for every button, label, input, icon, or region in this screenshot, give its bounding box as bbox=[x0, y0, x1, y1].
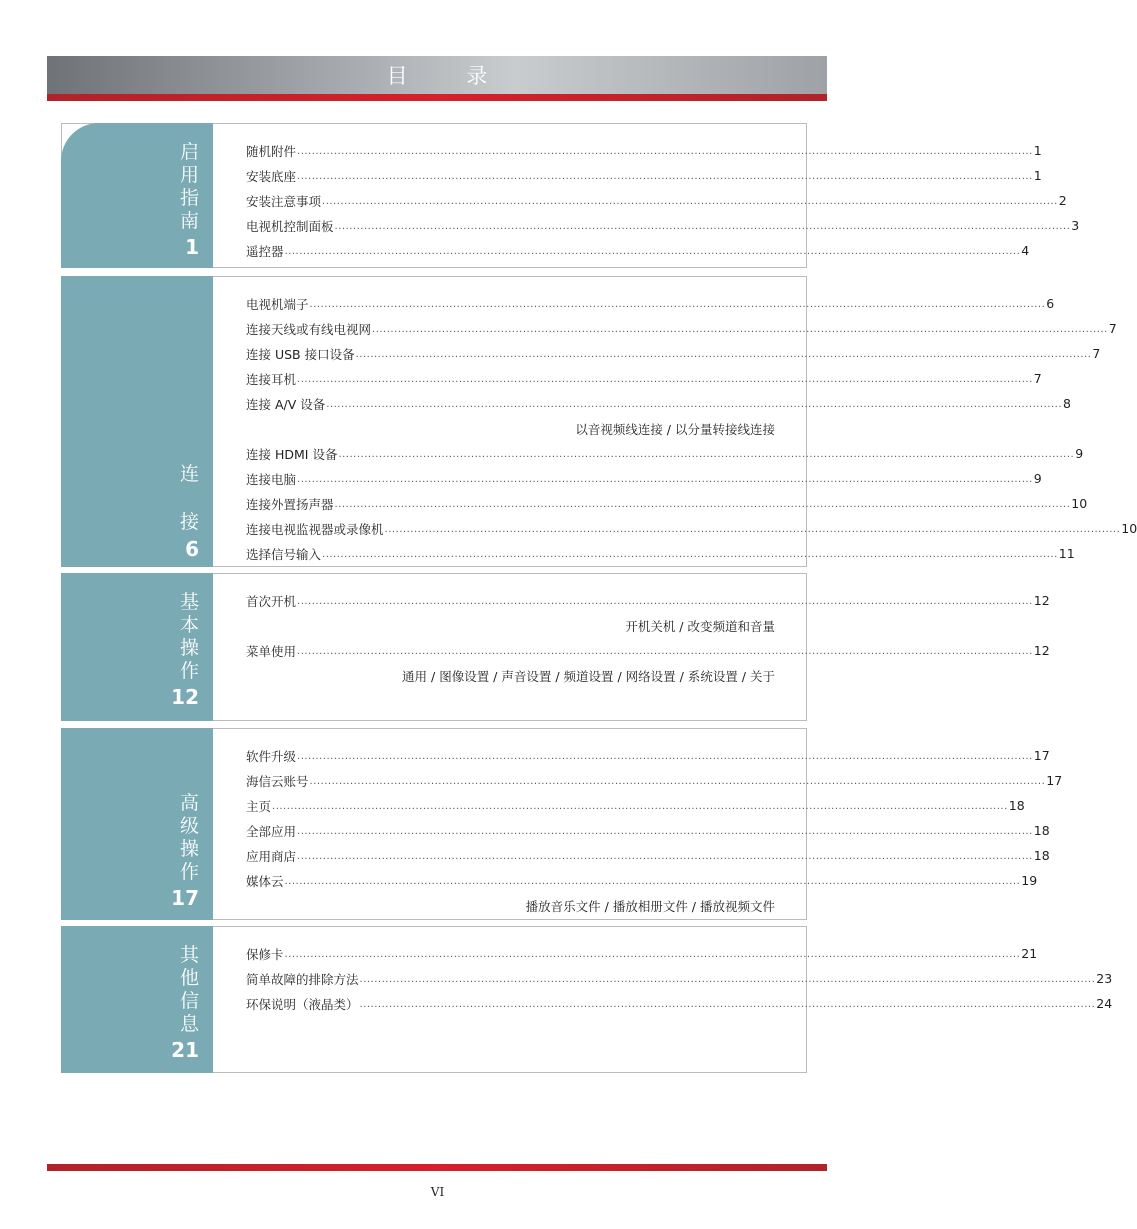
toc-entry-page: 7 bbox=[1092, 346, 1101, 361]
toc-section bbox=[61, 123, 1080, 268]
section-label-char: 作 bbox=[179, 660, 199, 682]
toc-entry-page: 24 bbox=[1096, 996, 1113, 1011]
toc-entry[interactable] bbox=[246, 793, 1025, 818]
toc-subentry: 开机关机 / 改变频道和音量 bbox=[625, 618, 775, 634]
toc-entry[interactable] bbox=[246, 638, 1050, 663]
toc-entry-page: 18 bbox=[1033, 848, 1050, 863]
toc-entry-page: 23 bbox=[1096, 971, 1113, 986]
toc-entry[interactable] bbox=[246, 213, 1080, 238]
dot-leader: ........................................................................................................................................................................................................ bbox=[297, 374, 1033, 385]
dot-leader: ........................................................................................................................................................................................................ bbox=[359, 999, 1096, 1010]
toc-entry-title: 连接 A/V 设备 bbox=[246, 396, 326, 412]
dot-leader: ........................................................................................................................................................................................................ bbox=[297, 171, 1033, 182]
section-label-char: 本 bbox=[179, 614, 199, 636]
toc-entry-page: 12 bbox=[1033, 593, 1050, 608]
section-label-char: 高 bbox=[179, 792, 199, 814]
footer-accent-bar bbox=[47, 1164, 827, 1171]
toc-entry[interactable] bbox=[246, 768, 1063, 793]
dot-leader: ........................................................................................................................................................................................................ bbox=[297, 646, 1033, 657]
toc-entry-page: 17 bbox=[1033, 748, 1050, 763]
toc-entry-title: 连接 USB 接口设备 bbox=[246, 346, 355, 362]
dot-leader: ........................................................................................................................................................................................................ bbox=[326, 399, 1063, 410]
toc-entry[interactable] bbox=[246, 466, 1042, 491]
section-entries bbox=[246, 291, 1137, 566]
dot-leader: ........................................................................................................................................................................................................ bbox=[359, 974, 1096, 985]
toc-subentry: 播放音乐文件 / 播放相册文件 / 播放视频文件 bbox=[525, 898, 775, 914]
toc-entry-title: 软件升级 bbox=[246, 748, 297, 764]
section-label-char: 基 bbox=[179, 591, 199, 613]
toc-subentry: 以音视频线连接 / 以分量转接线连接 bbox=[575, 421, 775, 437]
section-label-char: 南 bbox=[179, 210, 199, 232]
section-label-char: 息 bbox=[179, 1013, 199, 1035]
section-label-char: 指 bbox=[179, 187, 199, 209]
toc-entry-title: 主页 bbox=[246, 798, 272, 814]
toc-entry[interactable] bbox=[246, 366, 1042, 391]
toc-entry-page: 18 bbox=[1033, 823, 1050, 838]
toc-entry-page: 3 bbox=[1071, 218, 1080, 233]
toc-entry[interactable] bbox=[246, 516, 1137, 541]
section-label-char: 级 bbox=[179, 815, 199, 837]
section-entries bbox=[246, 138, 1080, 263]
dot-leader: ........................................................................................................................................................................................................ bbox=[284, 246, 1021, 257]
toc-entry-page: 21 bbox=[1021, 946, 1038, 961]
toc-entry-title: 海信云账号 bbox=[246, 773, 309, 789]
toc-section bbox=[61, 276, 1137, 567]
toc-entry[interactable] bbox=[246, 188, 1067, 213]
toc-entry-title: 连接耳机 bbox=[246, 371, 297, 387]
section-sidebar bbox=[61, 926, 213, 1073]
dot-leader: ........................................................................................................................................................................................................ bbox=[334, 499, 1071, 510]
toc-subentry: 通用 / 图像设置 / 声音设置 / 频道设置 / 网络设置 / 系统设置 / 关于 bbox=[402, 668, 775, 684]
header-accent-bar bbox=[47, 94, 827, 101]
dot-leader: ........................................................................................................................................................................................................ bbox=[297, 851, 1033, 862]
toc-entry[interactable] bbox=[246, 138, 1042, 163]
toc-entry-page: 8 bbox=[1063, 396, 1071, 411]
dot-leader: ........................................................................................................................................................................................................ bbox=[284, 949, 1021, 960]
toc-entry-title: 连接 HDMI 设备 bbox=[246, 446, 338, 462]
section-number: 17 bbox=[171, 886, 199, 910]
toc-entry-title: 电视机控制面板 bbox=[246, 218, 334, 234]
section-sidebar bbox=[61, 728, 213, 920]
section-number: 6 bbox=[185, 537, 199, 561]
toc-entry[interactable] bbox=[246, 163, 1042, 188]
toc-entry[interactable] bbox=[246, 391, 1071, 416]
dot-leader: ........................................................................................................................................................................................................ bbox=[284, 876, 1021, 887]
toc-entry-page: 18 bbox=[1008, 798, 1025, 813]
section-label-char: 启 bbox=[179, 141, 199, 163]
page-header bbox=[47, 56, 827, 94]
toc-entry-title: 环保说明（液晶类） bbox=[246, 996, 359, 1012]
toc-entry-page: 4 bbox=[1021, 243, 1030, 258]
section-label-char: 操 bbox=[179, 838, 199, 860]
toc-entry[interactable] bbox=[246, 966, 1113, 991]
toc-section bbox=[61, 573, 1050, 721]
dot-leader: ........................................................................................................................................................................................................ bbox=[309, 776, 1046, 787]
section-entries bbox=[246, 743, 1063, 918]
toc-entry-page: 1 bbox=[1033, 168, 1042, 183]
toc-entry-title: 安装底座 bbox=[246, 168, 297, 184]
toc-entry-page: 7 bbox=[1108, 321, 1117, 336]
section-label-char: 连 bbox=[179, 463, 199, 485]
section-label bbox=[171, 591, 199, 710]
section-label-char: 操 bbox=[179, 637, 199, 659]
dot-leader: ........................................................................................................................................................................................................ bbox=[297, 596, 1033, 607]
toc-entry-page: 6 bbox=[1046, 296, 1055, 311]
toc-entry-title: 保修卡 bbox=[246, 946, 284, 962]
toc-section bbox=[61, 926, 1113, 1073]
toc-entry[interactable] bbox=[246, 491, 1088, 516]
toc-entry[interactable] bbox=[246, 441, 1084, 466]
section-sidebar bbox=[61, 276, 213, 567]
toc-entry-title: 菜单使用 bbox=[246, 643, 297, 659]
toc-entry-title: 连接外置扬声器 bbox=[246, 496, 334, 512]
toc-entry[interactable] bbox=[246, 818, 1050, 843]
section-label bbox=[171, 944, 199, 1063]
toc-entry[interactable] bbox=[246, 238, 1030, 263]
toc-entry-title: 遥控器 bbox=[246, 243, 284, 259]
section-label-char: 接 bbox=[179, 511, 199, 533]
toc-entry-title: 媒体云 bbox=[246, 873, 284, 889]
toc-entry-title: 连接电视监视器或录像机 bbox=[246, 521, 384, 537]
section-label bbox=[180, 462, 199, 562]
toc-entry-title: 连接电脑 bbox=[246, 471, 297, 487]
toc-entry-title: 简单故障的排除方法 bbox=[246, 971, 359, 987]
toc-entry[interactable] bbox=[246, 991, 1113, 1016]
toc-entry-title: 安装注意事项 bbox=[246, 193, 322, 209]
section-entries bbox=[246, 588, 1050, 688]
toc-entry[interactable] bbox=[246, 588, 1050, 613]
section-number: 21 bbox=[171, 1038, 199, 1062]
section-label bbox=[180, 141, 199, 260]
dot-leader: ........................................................................................................................................................................................................ bbox=[334, 221, 1071, 232]
toc-entry[interactable] bbox=[246, 541, 1075, 566]
section-label-char: 他 bbox=[179, 967, 199, 989]
toc-entry-page: 12 bbox=[1033, 643, 1050, 658]
dot-leader: ........................................................................................................................................................................................................ bbox=[272, 801, 1008, 812]
dot-leader: ........................................................................................................................................................................................................ bbox=[297, 146, 1033, 157]
toc-entry-page: 10 bbox=[1071, 496, 1088, 511]
toc-entry[interactable] bbox=[246, 291, 1055, 316]
toc-entry-page: 17 bbox=[1046, 773, 1063, 788]
toc-entry[interactable] bbox=[246, 341, 1101, 366]
dot-leader: ........................................................................................................................................................................................................ bbox=[322, 549, 1058, 560]
section-number: 12 bbox=[171, 685, 199, 709]
toc-entry-title: 电视机端子 bbox=[246, 296, 309, 312]
section-entries bbox=[246, 941, 1113, 1016]
dot-leader: ........................................................................................................................................................................................................ bbox=[338, 449, 1075, 460]
toc-entry[interactable] bbox=[246, 743, 1050, 768]
dot-leader: ........................................................................................................................................................................................................ bbox=[297, 474, 1033, 485]
toc-entry[interactable] bbox=[246, 941, 1038, 966]
toc-entry-title: 选择信号输入 bbox=[246, 546, 322, 562]
dot-leader: ........................................................................................................................................................................................................ bbox=[355, 349, 1092, 360]
section-label bbox=[171, 792, 199, 911]
dot-leader: ........................................................................................................................................................................................................ bbox=[309, 299, 1046, 310]
section-sidebar bbox=[61, 573, 213, 721]
section-label-char: 信 bbox=[179, 990, 199, 1012]
toc-entry[interactable] bbox=[246, 868, 1038, 893]
toc-entry-title: 全部应用 bbox=[246, 823, 297, 839]
section-label-char: 用 bbox=[179, 164, 199, 186]
toc-section bbox=[61, 728, 1063, 920]
toc-entry-page: 9 bbox=[1033, 471, 1042, 486]
toc-entry-page: 1 bbox=[1033, 143, 1042, 158]
toc-entry-title: 应用商店 bbox=[246, 848, 297, 864]
toc-entry-page: 19 bbox=[1021, 873, 1038, 888]
toc-entry-title: 随机附件 bbox=[246, 143, 297, 159]
dot-leader: ........................................................................................................................................................................................................ bbox=[297, 826, 1033, 837]
section-label-char: 作 bbox=[179, 861, 199, 883]
toc-entry-page: 10 bbox=[1121, 521, 1137, 536]
section-label-char: 其 bbox=[179, 944, 199, 966]
page-title: 目 录 bbox=[386, 64, 514, 88]
toc-entry-page: 9 bbox=[1075, 446, 1084, 461]
toc-entry-page: 11 bbox=[1058, 546, 1075, 561]
toc-entry[interactable] bbox=[246, 843, 1050, 868]
dot-leader: ........................................................................................................................................................................................................ bbox=[297, 751, 1033, 762]
section-sidebar bbox=[61, 123, 213, 268]
page-number: VI bbox=[430, 1185, 445, 1199]
dot-leader: ........................................................................................................................................................................................................ bbox=[322, 196, 1058, 207]
toc-entry-page: 7 bbox=[1033, 371, 1042, 386]
toc-entry-title: 首次开机 bbox=[246, 593, 297, 609]
section-number: 1 bbox=[185, 235, 199, 259]
toc-entry[interactable] bbox=[246, 316, 1117, 341]
toc-entry-title: 连接天线或有线电视网 bbox=[246, 321, 372, 337]
dot-leader: ........................................................................................................................................................................................................ bbox=[384, 524, 1121, 535]
toc-entry-page: 2 bbox=[1058, 193, 1067, 208]
dot-leader: ........................................................................................................................................................................................................ bbox=[372, 324, 1108, 335]
